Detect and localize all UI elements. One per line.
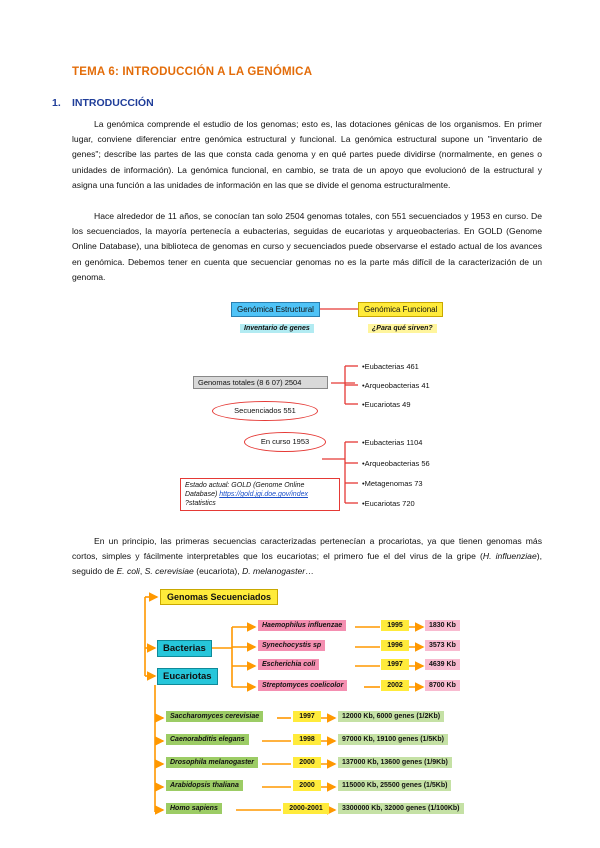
bact-size-2: 3573 Kb bbox=[425, 640, 460, 651]
seq-group-1: •Eubacterias 461 bbox=[362, 362, 419, 371]
euk-name-5: Homo sapiens bbox=[166, 803, 222, 814]
section-number: 1. bbox=[52, 97, 61, 109]
what-for-note: ¿Para qué sirven? bbox=[368, 324, 437, 333]
sequenced-genomes-root: Genomas Secuenciados bbox=[160, 589, 278, 605]
sequenced-ellipse: Secuenciados 551 bbox=[212, 401, 318, 421]
page-title: TEMA 6: INTRODUCCIÓN A LA GENÓMICA bbox=[72, 66, 313, 78]
p3-species-dmel: D. melanogaster bbox=[242, 566, 306, 577]
p3-text-1: En un principio, las primeras secuencias caracterizadas pertenecían a procariotas, ya que tienen genomas más cortos, simples y fácilmente interpretables que los eucariotas; el primero fue el del virus de la gripe ( bbox=[72, 536, 542, 562]
prog-group-1: •Eubacterias 1104 bbox=[362, 438, 423, 447]
euk-year-2: 1998 bbox=[293, 734, 321, 745]
euk-size-4: 115000 Kb, 25500 genes (1/5Kb) bbox=[338, 780, 451, 791]
bact-year-4: 2002 bbox=[381, 680, 409, 691]
euk-name-1: Saccharomyces cerevisiae bbox=[166, 711, 263, 722]
euk-name-2: Caenorabditis elegans bbox=[166, 734, 249, 745]
structural-genomics-box: Genómica Estructural bbox=[231, 302, 320, 317]
bact-name-4: Streptomyces coelicolor bbox=[258, 680, 347, 691]
prog-group-4: •Eucariotas 720 bbox=[362, 499, 415, 508]
p3-text-5: … bbox=[305, 566, 314, 577]
prog-group-2: •Arqueobacterias 56 bbox=[362, 459, 430, 468]
paragraph-2: Hace alrededor de 11 años, se conocían tan solo 2504 genomas totales, con 551 secuenciados y 1953 en curso. De los secuenciados, la mayoría pertenecía a eubacterias, seguidas de eucariotas y arqueobacterias. En GOLD (Genome Online Database), una biblioteca de genomas en curso y secuenciados puede observarse el estado actual de los avances en genómica. Debemos tener en cuenta que secuenciar genomas no es la parte más difícil de la caracterización de un genoma. bbox=[72, 211, 542, 282]
p3-species-ecoli: E. coli bbox=[116, 566, 140, 577]
status-line-3: ?statistics bbox=[185, 500, 216, 507]
section-title: INTRODUCCIÓN bbox=[72, 97, 154, 109]
bact-size-3: 4639 Kb bbox=[425, 659, 460, 670]
bact-name-1: Haemophilus influenzae bbox=[258, 620, 346, 631]
bact-size-4: 8700 Kb bbox=[425, 680, 460, 691]
gold-link[interactable]: https://gold.jgi.doe.gov/index bbox=[219, 491, 308, 498]
bacteria-node: Bacterias bbox=[157, 640, 212, 657]
euk-size-3: 137000 Kb, 13600 genes (1/9Kb) bbox=[338, 757, 452, 768]
paragraph-1: La genómica comprende el estudio de los genomas; esto es, las dotaciones génicas de los organismos. En primer lugar, conviene diferenciar entre genómica estructural y funcional. La genómica estructural supone un "inventario de genes"; describe las partes de las que consta cada genoma y en qué partes puede dividirse (normalmente, en genes o unidades de información). La genómica funcional, en cambio, se trata de un apoyo que evolucionó de la estructural y asigna una función a las unidades de información en las que se divide el genoma estructuralmente. bbox=[72, 119, 542, 190]
p3-text-3: , bbox=[139, 566, 145, 577]
seq-group-3: •Eucariotas 49 bbox=[362, 400, 411, 409]
euk-name-4: Arabidopsis thaliana bbox=[166, 780, 243, 791]
euk-year-3: 2000 bbox=[293, 757, 321, 768]
bact-size-1: 1830 Kb bbox=[425, 620, 460, 631]
total-genomes-box: Genomas totales (8 6 07) 2504 bbox=[193, 376, 328, 389]
bact-name-2: Synechocystis sp bbox=[258, 640, 325, 651]
euk-year-5: 2000-2001 bbox=[283, 803, 329, 814]
euk-size-2: 97000 Kb, 19100 genes (1/5Kb) bbox=[338, 734, 448, 745]
bact-year-3: 1997 bbox=[381, 659, 409, 670]
status-line-1: Estado actual: GOLD (Genome Online bbox=[185, 482, 305, 489]
p3-species-hinf: H. influenziae bbox=[482, 551, 537, 562]
euk-name-3: Drosophila melanogaster bbox=[166, 757, 258, 768]
euk-year-4: 2000 bbox=[293, 780, 321, 791]
euk-size-1: 12000 Kb, 6000 genes (1/2Kb) bbox=[338, 711, 444, 722]
euk-size-5: 3300000 Kb, 32000 genes (1/100Kb) bbox=[338, 803, 464, 814]
bact-year-1: 1995 bbox=[381, 620, 409, 631]
p3-text-4: (eucariota), bbox=[193, 566, 243, 577]
inventory-note: Inventario de genes bbox=[240, 324, 314, 333]
p3-text-2: ), seguido de bbox=[72, 551, 542, 577]
status-line-2-text: Database) bbox=[185, 491, 220, 498]
bact-name-3: Escherichia coli bbox=[258, 659, 319, 670]
functional-genomics-box: Genómica Funcional bbox=[358, 302, 443, 317]
in-progress-ellipse: En curso 1953 bbox=[244, 432, 326, 452]
seq-group-2: •Arqueobacterias 41 bbox=[362, 381, 430, 390]
euk-year-1: 1997 bbox=[293, 711, 321, 722]
bact-year-2: 1996 bbox=[381, 640, 409, 651]
eukaryotes-node: Eucariotas bbox=[157, 668, 218, 685]
prog-group-3: •Metagenomas 73 bbox=[362, 479, 423, 488]
p3-species-scer: S. cerevisiae bbox=[144, 566, 194, 577]
